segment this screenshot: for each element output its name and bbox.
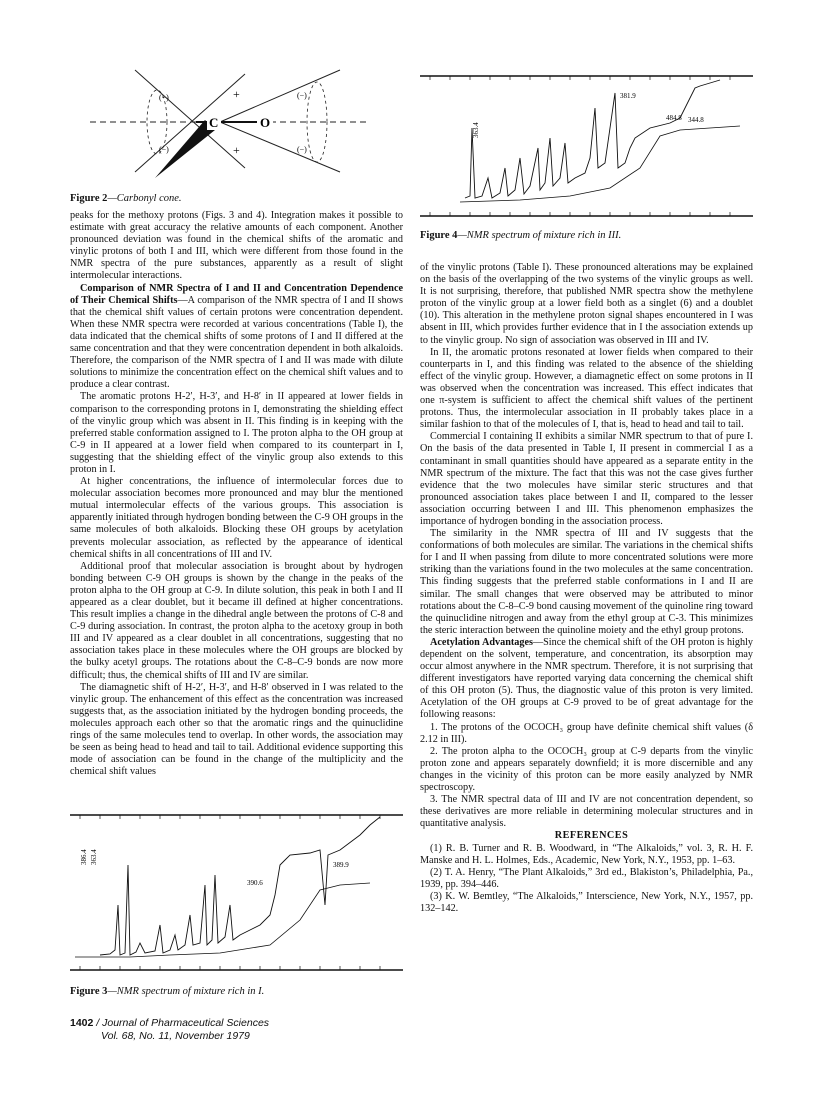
reference-item: (1) R. B. Turner and R. B. Woodward, in “The Alkaloids,” vol. 3, R. H. F. Manske and H. L. Holmes, Eds., Academic, New York, N.Y., 1953, pp. 1–63. [420,842,753,866]
caption-label: Figure 4 [420,230,458,241]
carbon-label: C [209,115,219,130]
peak-label: 386.4 [80,849,88,865]
peak-label: 390.6 [247,879,263,887]
figure-2-diagram [85,60,375,180]
minus-label-br: (−) [297,145,307,154]
figure-3-spectrum [70,805,403,985]
paragraph: Comparison of NMR Spectra of I and II and Concentration Dependence of Their Chemical Shifts—A comparison of the NMR spectra of I and II shows that the chemical shift values of certain protons were concentration dependent. When these NMR spectra were recorded at various concentrations (Table I), the data indicated that the chemical shifts of some protons of I and II differed at the same concentration and that they were concentration dependent in both alkaloids. Therefore, the comparison of the NMR spectra of I and II was made with dilute solutions to minimize the concentration effect on the chemical shift values and to produce a clear contrast. [70,282,403,391]
paragraph: 1. The protons of the OCOCH₃ group have definite chemical shift values (δ 2.12 in III). [420,721,753,745]
minus-label-tl: (−) [159,93,169,102]
figure-4-spectrum [420,68,753,228]
peak-label: 363.4 [90,849,98,865]
caption-text: —NMR spectrum of mixture rich in III. [457,230,622,241]
paragraph: At higher concentrations, the influence of intermolecular forces due to molecular association becomes more pronounced and may blur the mentioned mutual intermolecular effects of the various groups. This association is apparently initiated through hydrogen bonding between the C-9 OH groups in the same molecules of both alkaloids. Blocking these OH groups by acetylation prevents molecular association, as reflected by the appearance of identical chemical shifts in all concentrations of III and IV. [70,476,403,560]
paragraph: of the vinylic protons (Table I). These pronounced alterations may be explained on the basis of the overlapping of the two systems of the vinylic groups as well. It is not surprising, therefore, that published NMR spectra show the methylene proton of the vinylic group at a lower field both as a singlet (6) and a doublet (10). This alteration in the methylene proton signal shapes encountered in I was absent in III, which provides further evidence that in I the association extends up to the vinylic group. No sign of association was observed in III and IV. [420,262,753,346]
paragraph: In II, the aromatic protons resonated at lower fields when compared to their counterparts in I, and this finding was related to the absence of the shielding effect of the vinylic group. However, a diamagnetic effect on some protons in II was observed when the concentration was increased. This effect indicates that one π-system is sufficient to affect the chemical shift values of the pertinent protons. Thus, the intermolecular association in II probably takes place in a similar fashion to that of the molecules of I, that is, head to head and tail to tail. [420,346,753,431]
paragraph: The similarity in the NMR spectra of III and IV suggests that the conformations of both molecules are similar. The variations in the chemical shifts for I and II when passing from dilute to more concentrated solutions were more striking than the variations found in the two molecules at the same concentration. This finding suggests that the preferred stable conformations in I and II are similar. The small changes that were observed may be attributed to minor rotations about the C-8–C-9 bond causing movement of the quinoline ring toward the quinuclidine nitrogen and away from the ethyl group at C-3. This minimizes the steric interaction between the quinoline moiety and the ethyl group protons. [420,528,754,636]
paragraph: 3. The NMR spectral data of III and IV are not concentration dependent, so these derivatives are more reliable in determining molecular structures and in quantitative analysis. [420,794,753,830]
minus-label-bl: (−) [159,145,169,154]
caption-label: Figure 3 [70,986,108,997]
journal-name: / Journal of Pharmaceutical Sciences [93,1017,270,1029]
reference-item: (3) K. W. Bemtley, “The Alkaloids,” Interscience, New York, N.Y., 1957, pp. 132–142. [420,890,753,914]
figure-2-caption [70,193,182,204]
paragraph: Acetylation Advantages—Since the chemical shift of the OH proton is highly dependent on the solvent, temperature, and concentration, its absorption may occur almost anywhere in the NMR spectrum. Therefore, it is not surprising that different investigators have reported varying data concerning the chemical shift of this OH proton (5). Thus, the diagnostic value of this proton is very limited. Acetylation of the OH groups at C-9 proved to be of great advantage for the following reasons: [420,636,753,721]
carbonyl-cone-drawing [85,60,375,180]
left-column [70,210,403,778]
paragraph: The diamagnetic shift of H-2′, H-3′, and H-8′ observed in I was related to the vinylic group. The enhancement of this effect as the concentration was increased suggests that, as the association initiated by the hydrogen bonding proceeds, the molecules approach each other so that the aromatic rings and the quinuclidine rings of the same molecules tend to overlap. In other words, the association may be seen as being head to head and tail to tail. Additional evidence supporting this mode of association can be found in the change of the multiplicity and the chemical shift values [70,681,403,778]
reference-item: (2) T. A. Henry, “The Plant Alkaloids,” 3rd ed., Blakiston’s, Philadelphia, Pa., 1939, pp. 394–446. [420,866,753,890]
figure-4-caption [420,230,621,241]
paragraph: 2. The proton alpha to the OCOCH₃ group at C-9 departs from the vinylic proton zone and appears separately downfield; it is more discernible and any changes in the vicinity of this proton can be more easily analyzed by NMR spectroscopy. [420,745,753,794]
plus-label-bottom: + [233,143,240,157]
section-heading: Comparison of NMR Spectra of I and II and Concentration Dependence of Their Chemical Shifts [70,282,403,306]
peak-label: 381.9 [620,92,636,100]
references-heading: REFERENCES [554,830,629,842]
minus-label-tr: (−) [297,91,307,100]
section-heading: Acetylation Advantages [430,636,533,648]
paragraph: Commercial I containing II exhibits a similar NMR spectrum to that of pure I. On the basis of the data presented in Table I, II present in commercial I as a contaminant in small quantities should have appeared as a separate entity in the NMR spectrum of the mixture. The fact that this was not the case gives further evidence that the two molecules have similar steric structures and that pronounced association takes place between I and II, compared to the lesser association occurring between I and III. This phenomenon emphasizes the importance of hydrogen bonding in the association process. [420,431,753,527]
issue-info: Vol. 68, No. 11, November 1979 [101,1030,250,1042]
caption-text: —Carbonyl cone. [107,193,182,204]
paragraph: Additional proof that molecular association is brought about by hydrogen bonding between C-9 OH groups is shown by the change in the peaks of the proton alpha to the OH group at C-9. In dilute solution, this peak in both I and II appeared as a clear doublet, but it became ill defined at higher concentrations. This result implies a change in the dihedral angle between the protons of C-8 and C-9 during association. In contrast, the proton alpha to the acetoxy group in both III and IV appeared as a clear doublet in all concentrations, suggesting that no association takes place in these molecules where the OH groups are blocked by the bulky acetyl groups. The rotations about the C-8–C-9 bonds are now more difficult; thus, the chemical shifts of III and IV are similar. [70,560,403,681]
paragraph: The aromatic protons H-2′, H-3′, and H-8′ in II appeared at lower fields in comparison to the corresponding protons in I, demonstrating the shielding effect of the vinylic group which was absent in II. This finding is in keeping with the preferred stable conformation assigned to I. The proton alpha to the OH group at C-9 in II appeared at a lower field when compared to its counterpart in I, suggesting that the shielding effect of the vinylic group also extends to this proton in I. [70,391,403,475]
caption-label: Figure 2 [70,193,108,204]
page-number: 1402 [70,1017,94,1029]
peak-label: 344.8 [688,116,704,124]
peak-label: 389.9 [333,861,349,869]
peak-label: 484.8 [666,114,682,122]
plus-label-top: + [233,87,240,101]
right-column [420,262,753,915]
page-footer [70,1017,269,1043]
caption-text: —NMR spectrum of mixture rich in I. [107,986,265,997]
paragraph: peaks for the methoxy protons (Figs. 3 and 4). Integration makes it possible to estimate with great accuracy the relative amounts of each component. Another pronounced deviation was found in the chemical shifts of the aromatic and vinylic protons of both I and III, which were different from those found in the NMR spectra of the pure substances, apparently as a result of slight intermolecular interactions. [70,210,403,282]
oxygen-label: O [260,115,271,130]
peak-label: 363.4 [472,122,480,138]
figure-3-caption [70,986,264,997]
